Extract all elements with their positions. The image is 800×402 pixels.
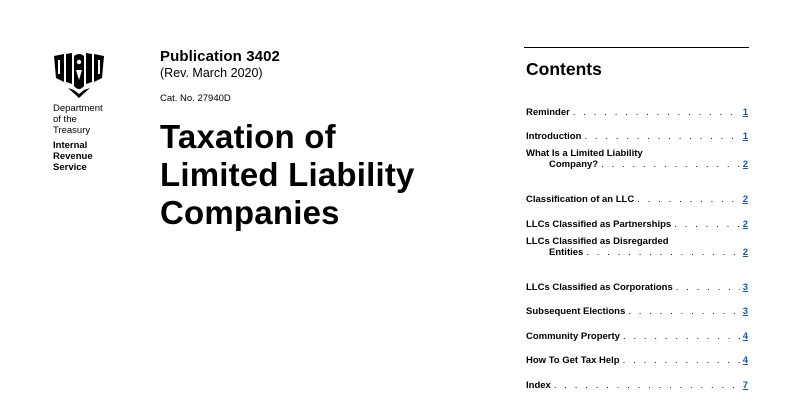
toc-item-label: Reminder [526,106,570,118]
toc-dot-leader [584,131,739,142]
toc-item-label: Introduction [526,131,582,142]
toc-item-partnerships[interactable] [526,205,748,230]
toc-dot-leader [676,282,740,293]
agency-dept-line: Treasury [53,125,91,136]
toc-page-link[interactable]: 4 [742,355,748,366]
toc-item-index[interactable] [526,366,748,391]
toc-page-link[interactable]: 4 [742,330,748,342]
title-line: Taxation of [160,118,336,155]
toc-page-link[interactable]: 7 [742,379,748,391]
irs-eagle-logo-icon [50,52,108,100]
toc-item-label: Subsequent Elections [526,306,626,317]
toc-dot-leader [601,159,740,170]
toc-dot-leader [586,247,739,258]
toc-item-label: What Is a Limited Liability [526,148,643,159]
title-line: Limited Liability [160,156,415,193]
agency-irs-line: Revenue [53,151,93,162]
agency-name [53,103,103,173]
toc-item-label: Index [526,379,551,391]
agency-irs-line: Service [53,162,87,173]
toc-item-corporations[interactable] [526,268,748,293]
toc-dot-leader [628,306,739,317]
agency-dept-line: Department [53,103,103,114]
toc-page-link[interactable]: 2 [742,246,748,258]
toc-item-disregarded[interactable] [526,230,748,268]
table-of-contents [526,93,748,391]
toc-page-link[interactable]: 1 [742,131,748,142]
toc-dot-leader [573,107,740,118]
agency-irs-line: Internal [53,140,88,151]
toc-item-label: LLCs Classified as Partnerships [526,218,672,230]
toc-page-link[interactable]: 1 [742,106,748,118]
publication-number: Publication 3402 [160,48,280,65]
toc-item-what-is-llc[interactable] [526,142,748,180]
toc-item-label: How To Get Tax Help [526,355,620,366]
toc-page-link[interactable]: 2 [742,194,748,205]
title-line: Companies [160,194,340,231]
toc-dot-leader [623,355,740,366]
toc-item-introduction[interactable] [526,118,748,143]
toc-dot-leader [554,380,740,391]
toc-item-classification[interactable] [526,180,748,205]
contents-heading: Contents [526,59,602,79]
toc-dot-leader [623,331,740,342]
toc-item-reminder[interactable] [526,93,748,118]
toc-page-link[interactable]: 3 [742,306,748,317]
toc-item-label: LLCs Classified as Corporations [526,281,673,293]
toc-item-label: Community Property [526,330,620,342]
page-title [160,118,415,232]
publication-revision: (Rev. March 2020) [160,66,263,80]
toc-item-tax-help[interactable] [526,342,748,367]
toc-page-link[interactable]: 2 [742,159,748,170]
toc-page-link[interactable]: 3 [742,281,748,293]
toc-item-label: Company? [549,159,599,170]
catalog-number: Cat. No. 27940D [160,93,231,104]
toc-item-community-property[interactable] [526,317,748,342]
contents-panel [524,47,749,391]
toc-item-label: Classification of an LLC [526,194,635,205]
toc-item-label: LLCs Classified as Disregarded [526,235,669,247]
agency-dept-line: of the [53,114,77,125]
toc-item-label: Entities [549,246,584,258]
toc-page-link[interactable]: 2 [742,218,748,230]
toc-item-subsequent-elections[interactable] [526,293,748,318]
toc-dot-leader [637,194,739,205]
contents-top-rule [524,47,749,48]
toc-dot-leader [674,219,740,230]
